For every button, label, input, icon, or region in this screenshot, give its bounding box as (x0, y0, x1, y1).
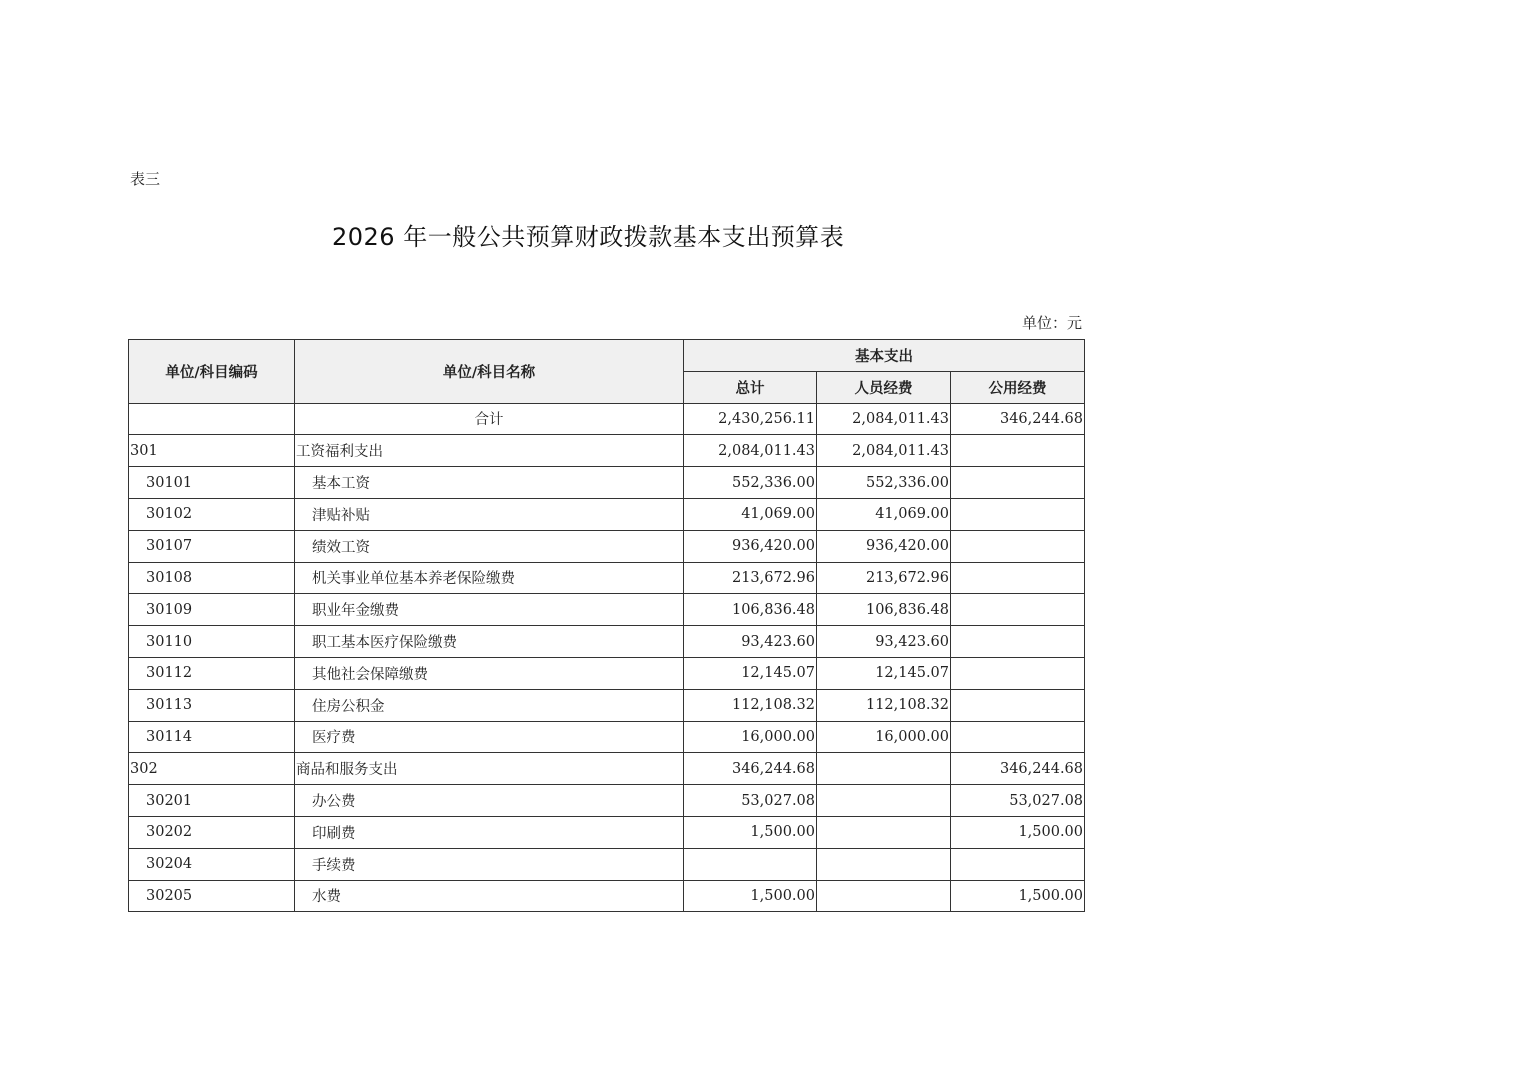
cell-public: 346,244.68 (951, 403, 1085, 435)
cell-public (951, 530, 1085, 562)
table-row (129, 689, 1085, 721)
cell-code: 30109 (129, 594, 295, 626)
table-row (129, 498, 1085, 530)
cell-personnel: 552,336.00 (817, 467, 951, 499)
table-row (129, 753, 1085, 785)
cell-public (951, 626, 1085, 658)
cell-personnel: 213,672.96 (817, 562, 951, 594)
table-number-label: 表三 (130, 170, 161, 188)
cell-personnel: 93,423.60 (817, 626, 951, 658)
cell-name: 机关事业单位基本养老保险缴费 (295, 562, 684, 594)
table-row (129, 880, 1085, 912)
cell-name: 绩效工资 (295, 530, 684, 562)
cell-personnel (817, 785, 951, 817)
budget-table (128, 339, 1085, 912)
cell-personnel: 16,000.00 (817, 721, 951, 753)
unit-note: 单位：元 (1021, 314, 1082, 332)
cell-code: 30202 (129, 816, 295, 848)
cell-public (951, 467, 1085, 499)
cell-personnel: 2,084,011.43 (817, 403, 951, 435)
header-name: 单位/科目名称 (295, 340, 684, 404)
table-row (129, 816, 1085, 848)
cell-public (951, 435, 1085, 467)
cell-code: 302 (129, 753, 295, 785)
cell-public (951, 848, 1085, 880)
cell-code: 30102 (129, 498, 295, 530)
cell-total: 213,672.96 (684, 562, 817, 594)
cell-name: 商品和服务支出 (295, 753, 684, 785)
cell-personnel (817, 848, 951, 880)
cell-personnel: 41,069.00 (817, 498, 951, 530)
cell-public (951, 721, 1085, 753)
cell-personnel (817, 753, 951, 785)
cell-total: 936,420.00 (684, 530, 817, 562)
cell-code: 30112 (129, 657, 295, 689)
cell-code: 30113 (129, 689, 295, 721)
cell-personnel: 936,420.00 (817, 530, 951, 562)
cell-public (951, 689, 1085, 721)
cell-public (951, 657, 1085, 689)
cell-name: 津贴补贴 (295, 498, 684, 530)
cell-code: 30204 (129, 848, 295, 880)
table-body (129, 403, 1085, 912)
table-row (129, 562, 1085, 594)
cell-total: 112,108.32 (684, 689, 817, 721)
header-personnel: 人员经费 (817, 371, 951, 403)
cell-name: 工资福利支出 (295, 435, 684, 467)
table-row (129, 785, 1085, 817)
cell-public (951, 594, 1085, 626)
cell-total: 12,145.07 (684, 657, 817, 689)
cell-code: 30110 (129, 626, 295, 658)
cell-code: 30114 (129, 721, 295, 753)
cell-personnel (817, 880, 951, 912)
cell-code (129, 403, 295, 435)
cell-public (951, 498, 1085, 530)
cell-name: 水费 (295, 880, 684, 912)
cell-total: 346,244.68 (684, 753, 817, 785)
cell-total: 93,423.60 (684, 626, 817, 658)
cell-total (684, 848, 817, 880)
cell-personnel: 2,084,011.43 (817, 435, 951, 467)
table-row (129, 403, 1085, 435)
cell-code: 30108 (129, 562, 295, 594)
cell-name: 医疗费 (295, 721, 684, 753)
table-row (129, 467, 1085, 499)
cell-name: 住房公积金 (295, 689, 684, 721)
table-row (129, 530, 1085, 562)
cell-code: 301 (129, 435, 295, 467)
header-code: 单位/科目编码 (129, 340, 295, 404)
table-row (129, 848, 1085, 880)
cell-total: 1,500.00 (684, 880, 817, 912)
cell-total: 41,069.00 (684, 498, 817, 530)
cell-public (951, 562, 1085, 594)
table-row (129, 721, 1085, 753)
cell-name: 手续费 (295, 848, 684, 880)
cell-total: 552,336.00 (684, 467, 817, 499)
cell-name: 办公费 (295, 785, 684, 817)
cell-code: 30101 (129, 467, 295, 499)
cell-code: 30205 (129, 880, 295, 912)
cell-total: 106,836.48 (684, 594, 817, 626)
cell-name: 合计 (295, 403, 684, 435)
cell-name: 职业年金缴费 (295, 594, 684, 626)
table-row (129, 626, 1085, 658)
cell-personnel: 112,108.32 (817, 689, 951, 721)
cell-name: 其他社会保障缴费 (295, 657, 684, 689)
table-header (129, 340, 1085, 404)
header-basic-expense: 基本支出 (684, 340, 1085, 372)
cell-total: 53,027.08 (684, 785, 817, 817)
cell-public: 346,244.68 (951, 753, 1085, 785)
cell-code: 30201 (129, 785, 295, 817)
document-title: 2026 年一般公共预算财政拨款基本支出预算表 (332, 223, 845, 251)
cell-name: 职工基本医疗保险缴费 (295, 626, 684, 658)
cell-total: 1,500.00 (684, 816, 817, 848)
cell-name: 基本工资 (295, 467, 684, 499)
cell-code: 30107 (129, 530, 295, 562)
header-total: 总计 (684, 371, 817, 403)
cell-public: 53,027.08 (951, 785, 1085, 817)
cell-public: 1,500.00 (951, 880, 1085, 912)
cell-personnel (817, 816, 951, 848)
cell-personnel: 12,145.07 (817, 657, 951, 689)
cell-personnel: 106,836.48 (817, 594, 951, 626)
cell-public: 1,500.00 (951, 816, 1085, 848)
table-row (129, 657, 1085, 689)
cell-total: 2,430,256.11 (684, 403, 817, 435)
cell-name: 印刷费 (295, 816, 684, 848)
header-public: 公用经费 (951, 371, 1085, 403)
table-row (129, 594, 1085, 626)
cell-total: 16,000.00 (684, 721, 817, 753)
header-row-1 (129, 340, 1085, 372)
cell-total: 2,084,011.43 (684, 435, 817, 467)
table-row (129, 435, 1085, 467)
